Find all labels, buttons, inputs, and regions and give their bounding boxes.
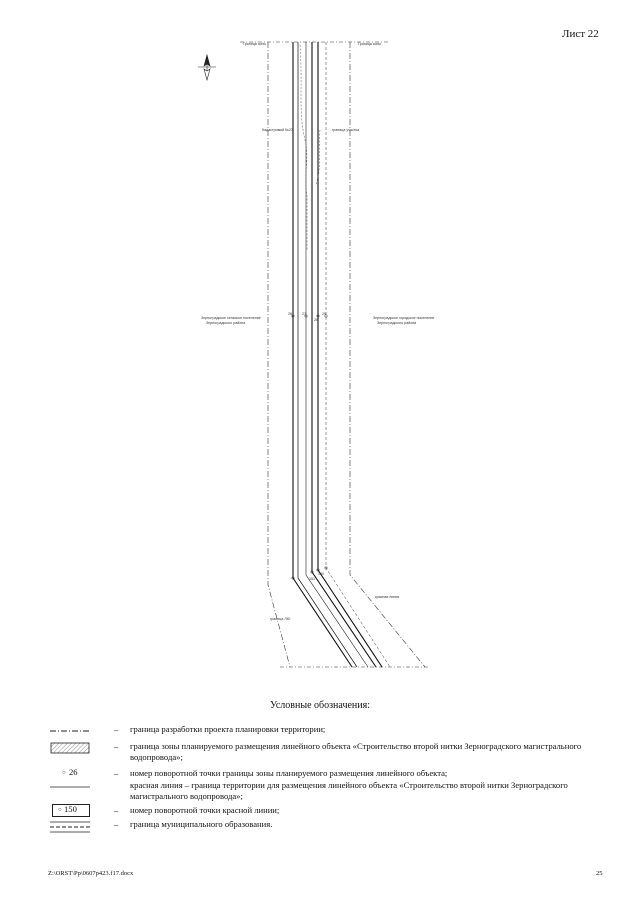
map-label-bottom-left: граница ЛЮ <box>270 617 291 621</box>
hatched-zone-icon <box>48 741 92 755</box>
legend-title: Условные обозначения: <box>269 700 370 711</box>
turn-point-red-icon: ○ 150 <box>48 805 92 819</box>
map-label-east-district-2: Зерноградского района <box>377 321 417 325</box>
map-label-east-district-1: Зерноградское городское поселение <box>373 316 435 320</box>
legend-item-text: граница муниципального образования. <box>130 819 273 829</box>
map-label-west-district-2: Зерноградского района <box>206 321 246 325</box>
legend-item-text: номер поворотной точки границы зоны планируемого размещения линейного объекта; <box>130 768 448 778</box>
project-boundary-right <box>350 42 425 667</box>
map-label-top-right: Граница зоны <box>358 42 381 46</box>
map-point-26: 26 <box>288 312 292 316</box>
legend-item-text: граница зоны планируемого размещения линейного объекта «Строительство второй нитки Зерноградского магистрального водопровода»; <box>130 741 582 762</box>
legend-item-text: граница разработки проекта планировки территории; <box>130 724 326 734</box>
page-number: 25 <box>596 870 603 877</box>
map-label-top-left: Граница зоны <box>243 42 266 46</box>
legend-item-text: красная линия – граница территории для размещения линейного объекта «Строительство второй нитки Зерноградского магистрального водопровода»; <box>130 780 568 801</box>
map-point-29: 29 <box>322 312 326 316</box>
map-point-151: 151 <box>309 577 315 581</box>
map-label-bottom-right: красная линия <box>375 595 400 599</box>
map-label-mid-right: граница участка <box>332 128 360 132</box>
boundary-line-icon <box>48 724 92 738</box>
project-boundary-left <box>268 42 290 667</box>
map-label-mid-left: Кадастровый №23 <box>262 128 293 132</box>
map-point-28: 28 <box>314 318 318 322</box>
north-arrow-icon <box>198 55 216 80</box>
corridor-line-2 <box>298 42 360 667</box>
municipal-boundary-icon <box>48 819 92 833</box>
legend-item-text: номер поворотной точки красной линии; <box>130 805 280 815</box>
corridor-line-6 <box>326 42 390 667</box>
map-point-150: 150 <box>318 572 324 576</box>
red-line-icon <box>48 780 92 794</box>
sheet-label: Лист 22 <box>562 28 599 40</box>
turn-point-zone-icon: ○ 26 <box>62 767 78 777</box>
corridor-line-3 <box>306 42 368 667</box>
map-label-west-district-1: Зерноградское сельское поселение <box>201 316 261 320</box>
footer-file-path: Z:\ORST\Pp\0607p423.f17.docx <box>48 870 134 877</box>
map-point-27: 27 <box>302 312 306 316</box>
